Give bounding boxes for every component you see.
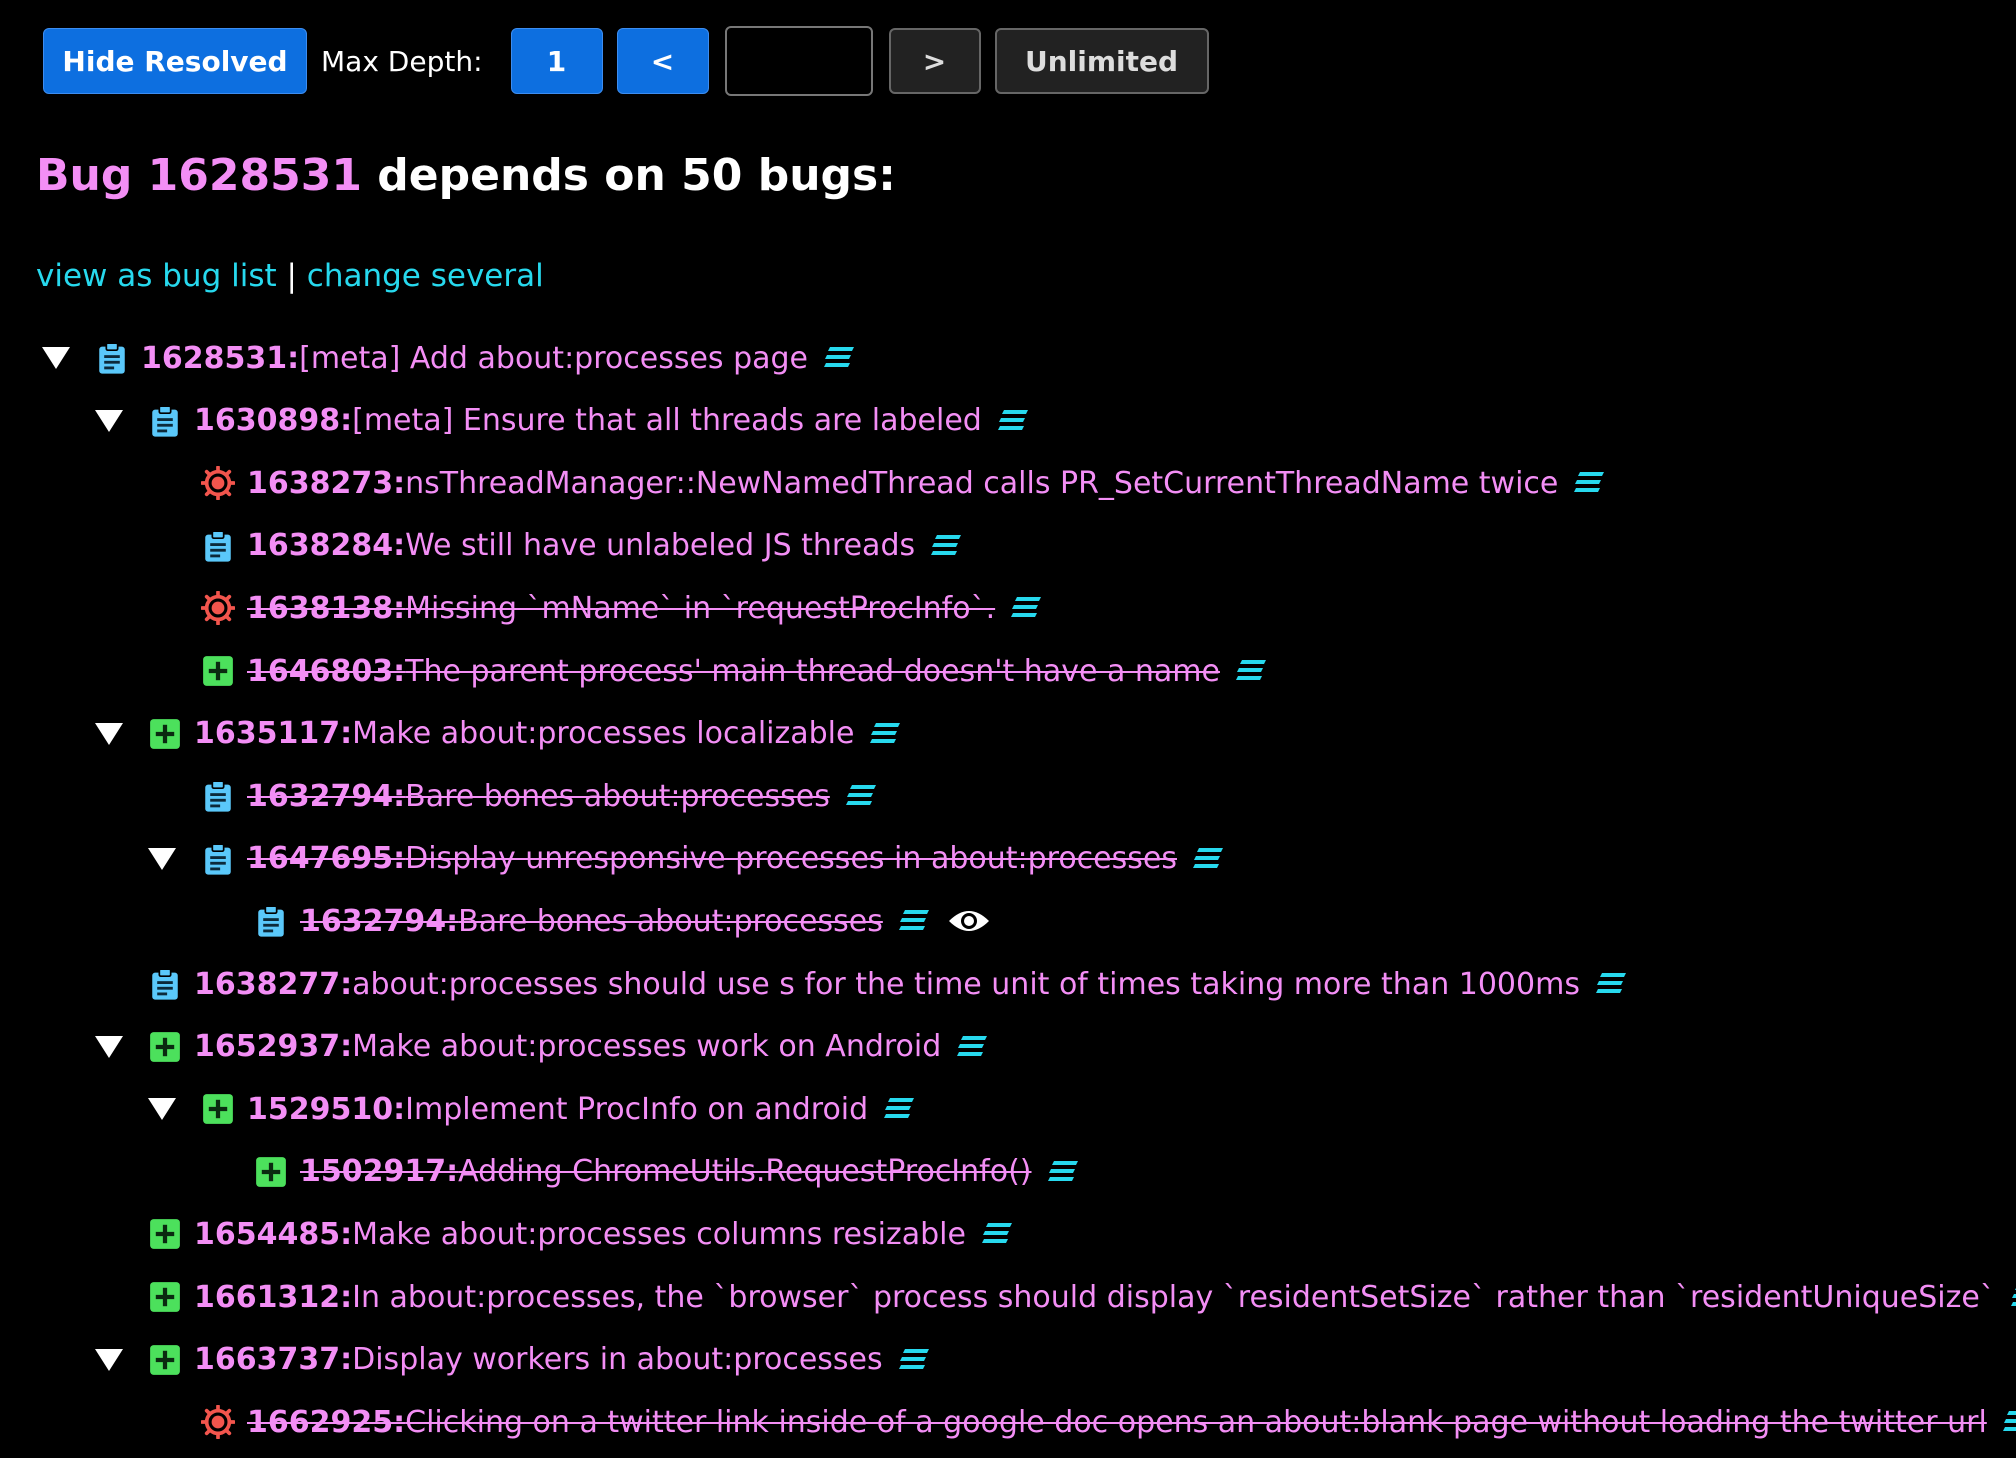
tree-row [42,330,856,386]
collapse-triangle-icon[interactable] [95,1349,123,1371]
collapse-triangle-icon[interactable] [42,347,70,369]
bug-details-icon[interactable] [1594,971,1628,997]
bug-id-link[interactable]: 1638273: [247,465,406,501]
defect-bug-icon [201,466,235,500]
bug-details-icon[interactable] [996,408,1030,434]
tree-row [148,1394,2016,1450]
defect-bug-icon [201,1405,235,1439]
bug-details-icon[interactable] [1191,846,1225,872]
enhancement-plus-icon [148,1217,182,1251]
bug-id-link[interactable]: 1638284: [247,528,406,564]
bug-id-link[interactable]: 1662925: [247,1404,406,1440]
collapse-triangle-icon[interactable] [95,410,123,432]
enhancement-plus-icon [254,1155,288,1189]
bug-title-link[interactable]: Missing `mName` in `requestProcInfo`. [405,590,996,626]
tree-row [201,893,991,949]
unlimited-depth-button[interactable]: Unlimited [995,28,1209,94]
eye-icon [947,906,991,936]
bug-details-icon[interactable] [2009,1284,2016,1310]
depth-one-button[interactable]: 1 [511,28,603,94]
bug-id-link[interactable]: 1502917: [300,1154,459,1190]
tree-row [95,706,902,762]
bug-id-link[interactable]: 1632794: [247,778,406,814]
task-clipboard-icon [148,967,182,1001]
bug-title-link[interactable]: nsThreadManager::NewNamedThread calls PR_SetCurrentThreadName twice [405,465,1559,501]
depth-increase-button[interactable]: > [889,28,981,94]
twisty-slot [95,1349,148,1371]
page-title [36,150,896,201]
bug-title-link[interactable]: Bare bones about:processes [405,778,830,814]
bug-details-icon[interactable] [1046,1159,1080,1185]
link-separator: | [276,258,307,294]
enhancement-plus-icon [148,717,182,751]
bug-title-link[interactable]: We still have unlabeled JS threads [405,528,916,564]
twisty-slot [95,723,148,745]
tree-row [95,393,1030,449]
task-clipboard-icon [201,842,235,876]
enhancement-plus-icon [201,1092,235,1126]
tree-row [95,1019,989,1075]
depth-input[interactable] [725,26,873,96]
bug-id-link[interactable]: 1630898: [194,403,353,439]
bug-id-link[interactable]: 1652937: [194,1029,353,1065]
bug-id-link[interactable]: 1635117: [194,716,353,752]
bug-id-link[interactable]: 1661312: [194,1279,353,1315]
bug-details-icon[interactable] [1572,470,1606,496]
bug-id-link[interactable]: 1638277: [194,966,353,1002]
tree-row [148,831,1225,887]
bug-details-icon[interactable] [2001,1409,2016,1435]
tree-row [148,1081,916,1137]
task-clipboard-icon [148,404,182,438]
bug-title-link[interactable]: about:processes should use s for the time unit of times taking more than 1000ms [352,966,1580,1002]
change-several-link[interactable]: change several [306,258,544,294]
bug-title-link[interactable]: Make about:processes columns resizable [352,1216,966,1252]
twisty-slot [95,410,148,432]
bug-id-link[interactable]: 1628531: [141,340,300,376]
tree-row [201,1144,1080,1200]
bug-id-link[interactable]: 1654485: [194,1216,353,1252]
action-links [36,258,544,294]
bug-details-icon[interactable] [844,783,878,809]
task-clipboard-icon [254,904,288,938]
bug-id-link[interactable]: 1647695: [247,841,406,877]
bug-title-link[interactable]: Make about:processes localizable [352,716,855,752]
max-depth-label: Max Depth: [321,44,483,78]
collapse-triangle-icon[interactable] [148,848,176,870]
collapse-triangle-icon[interactable] [95,1036,123,1058]
bug-title-link[interactable]: Implement ProcInfo on android [405,1091,869,1127]
task-clipboard-icon [201,529,235,563]
view-as-bug-list-link[interactable]: view as bug list [36,258,277,294]
collapse-triangle-icon[interactable] [95,723,123,745]
bug-details-icon[interactable] [897,908,931,934]
bug-title-link[interactable]: Clicking on a twitter link inside of a google doc opens an about:blank page without loading the twitter url [405,1404,1987,1440]
page-title-text: depends on 50 bugs: [361,150,896,201]
tree-row [148,643,1268,699]
enhancement-plus-icon [148,1030,182,1064]
twisty-slot [148,848,201,870]
hide-resolved-button[interactable]: Hide Resolved [43,28,307,94]
bug-details-icon[interactable] [822,345,856,371]
tree-row [148,518,963,574]
tree-row [148,455,1606,511]
task-clipboard-icon [201,779,235,813]
twisty-slot [42,347,95,369]
task-clipboard-icon [95,341,129,375]
bug-details-icon[interactable] [955,1034,989,1060]
defect-bug-icon [201,591,235,625]
root-bug-link[interactable]: Bug 1628531 [36,150,362,201]
bug-details-icon[interactable] [1009,595,1043,621]
bug-title-link[interactable]: Adding ChromeUtils.RequestProcInfo() [458,1154,1032,1190]
bug-details-icon[interactable] [980,1221,1014,1247]
bug-id-link[interactable]: 1646803: [247,653,406,689]
bug-details-icon[interactable] [897,1347,931,1373]
bug-details-icon[interactable] [868,721,902,747]
twisty-slot [148,1098,201,1120]
tree-row [95,956,1628,1012]
tree-row [95,1269,2016,1325]
enhancement-plus-icon [201,654,235,688]
bug-title-link[interactable]: Display workers in about:processes [352,1342,883,1378]
tree-row [95,1206,1014,1262]
bug-id-link[interactable]: 1638138: [247,590,406,626]
toolbar [43,26,1209,96]
tree-row [148,580,1043,636]
bug-title-link[interactable]: Display unresponsive processes in about:processes [405,841,1177,877]
bug-title-link[interactable]: [meta] Add about:processes page [299,340,809,376]
bug-title-link[interactable]: Bare bones about:processes [458,903,883,939]
enhancement-plus-icon [148,1280,182,1314]
twisty-slot [95,1036,148,1058]
bug-title-link[interactable]: In about:processes, the `browser` process should display `residentSetSize` rather than `residentUniqueSize` [352,1279,1995,1315]
bug-details-icon[interactable] [882,1096,916,1122]
bug-id-link[interactable]: 1529510: [247,1091,406,1127]
collapse-triangle-icon[interactable] [148,1098,176,1120]
enhancement-plus-icon [148,1343,182,1377]
bug-title-link[interactable]: The parent process' main thread doesn't have a name [405,653,1220,689]
bug-id-link[interactable]: 1632794: [300,903,459,939]
tree-row [95,1332,931,1388]
depth-decrease-button[interactable]: < [617,28,709,94]
bug-title-link[interactable]: Make about:processes work on Android [352,1029,942,1065]
bug-id-link[interactable]: 1663737: [194,1342,353,1378]
bug-title-link[interactable]: [meta] Ensure that all threads are labeled [352,403,982,439]
bug-details-icon[interactable] [929,533,963,559]
tree-row [148,768,878,824]
bug-details-icon[interactable] [1234,658,1268,684]
